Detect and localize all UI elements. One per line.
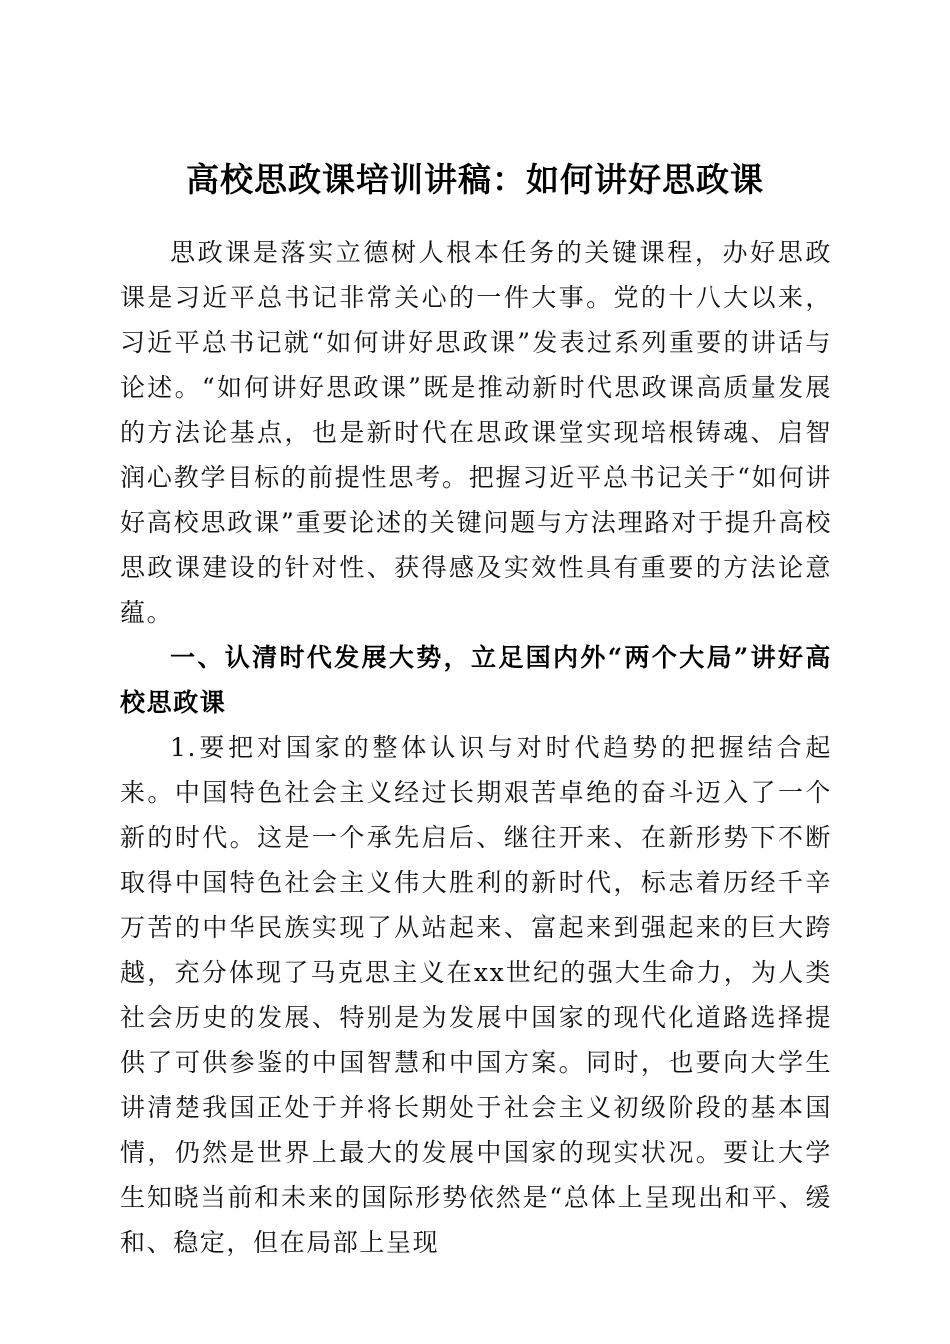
document-body [120,230,832,1265]
section-heading-1: 一、认清时代发展大势，立足国内外“两个大局”讲好高校思政课 [120,643,832,717]
intro-paragraph: 思政课是落实立德树人根本任务的关键课程，办好思政课是习近平总书记非常关心的一件大事。党的十八大以来，习近平总书记就“如何讲好思政课”发表过系列重要的讲话与论述。“如何讲好思政课”既是推动新时代思政课高质量发展的方法论基点，也是新时代在思政课堂实现培根铸魂、启智润心教学目标的前提性思考。把握习近平总书记关于“如何讲好高校思政课”重要论述的关键问题与方法理路对于提升高校思政课建设的针对性、获得感及实效性具有重要的方法论意蕴。 [120,238,832,627]
document-title: 高校思政课培训讲稿：如何讲好思政课 [186,160,764,200]
section-1-paragraph-1: 1.要把对国家的整体认识与对时代趋势的把握结合起来。中国特色社会主义经过长期艰苦卓绝的奋斗迈入了一个新的时代。这是一个承先启后、继往开来、在新形势下不断取得中国特色社会主义伟大胜利的新时代，标志着历经千辛万苦的中华民族实现了从站起来、富起来到强起来的巨大跨越，充分体现了马克思主义在xx世纪的强大生命力，为人类社会历史的发展、特别是为发展中国家的现代化道路选择提供了可供参鉴的中国智慧和中国方案。同时，也要向大学生讲清楚我国正处于并将长期处于社会主义初级阶段的基本国情，仍然是世界上最大的发展中国家的现实状况。要让大学生知晓当前和未来的国际形势依然是“总体上呈现出和平、缓和、稳定，但在局部上呈现 [120,733,832,1257]
